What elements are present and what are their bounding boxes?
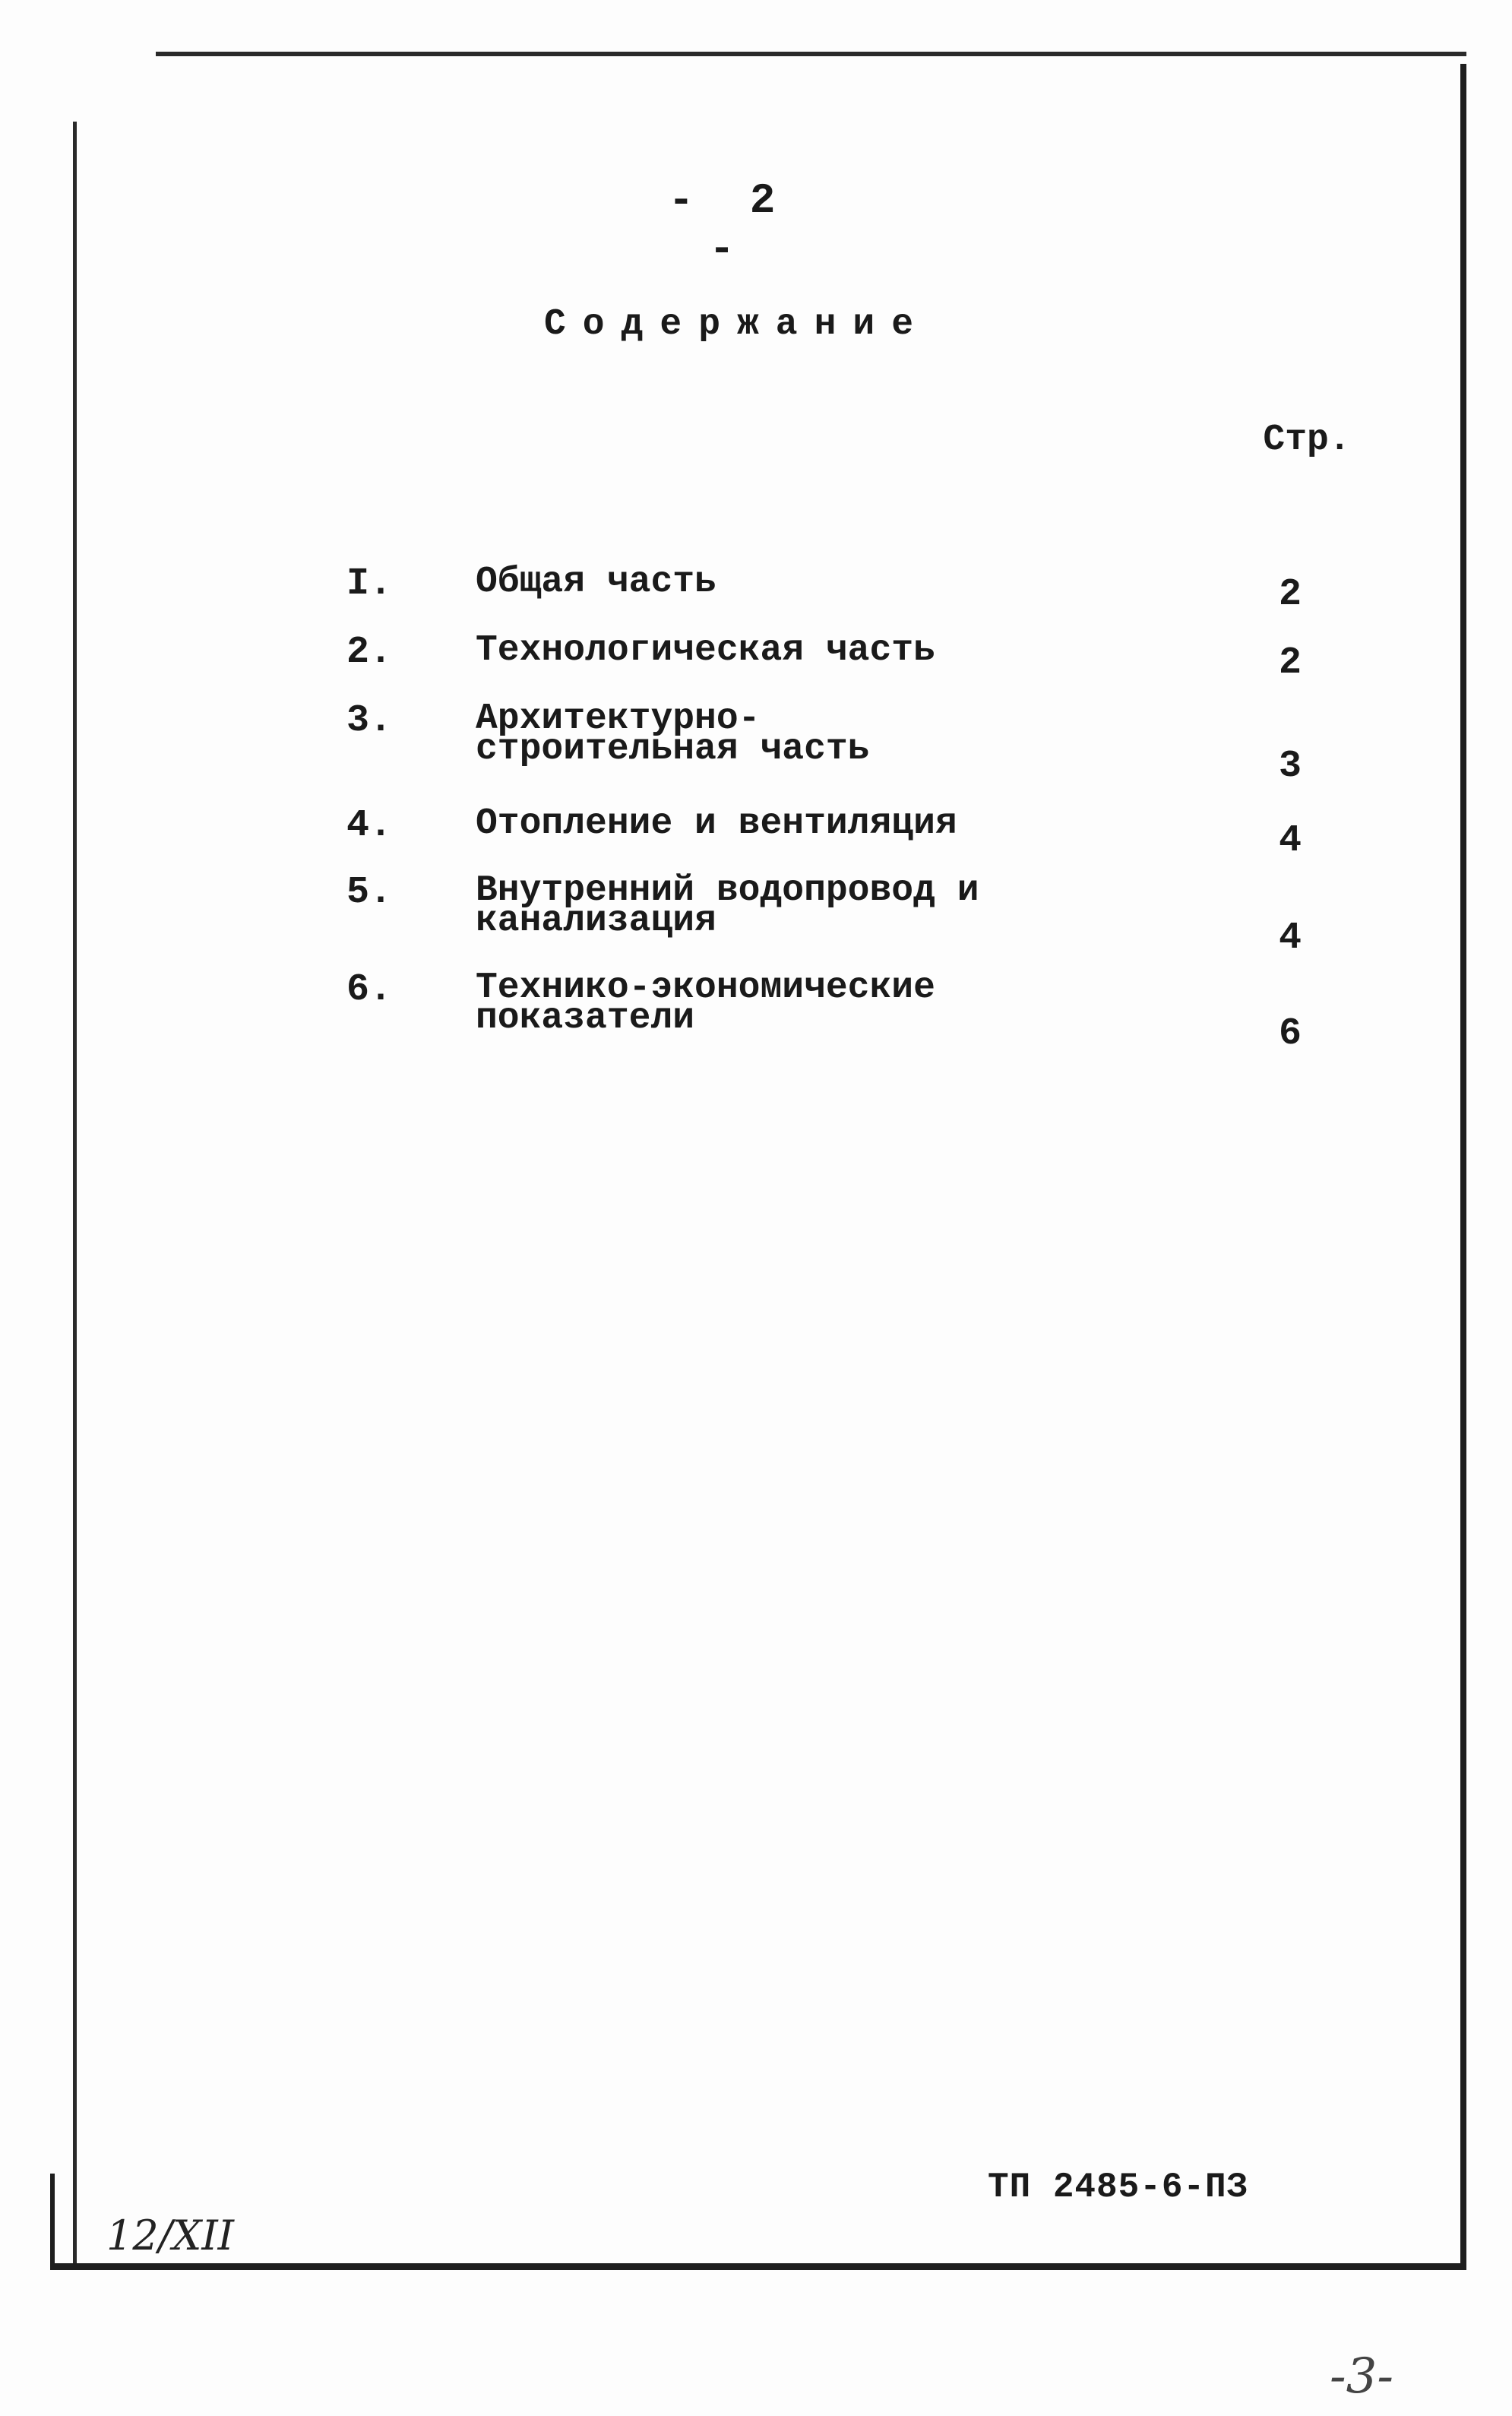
toc-item-page: 4 <box>1278 819 1302 863</box>
page-column-header: Стр. <box>1263 420 1351 461</box>
frame-left-lower-border <box>50 2174 55 2265</box>
page-number: - 2 - <box>668 176 791 274</box>
toc-item-number: I. <box>346 562 393 606</box>
toc-item-number: 5. <box>346 871 393 914</box>
frame-top-border <box>156 52 1466 56</box>
page-title: Содержание <box>543 304 931 345</box>
toc-item-title: Внутренний водопровод и канализация <box>476 870 979 942</box>
toc-item-number: 4. <box>346 804 393 847</box>
handwritten-date: 12/XII <box>106 2212 235 2259</box>
toc-item-title: Общая часть <box>476 562 716 603</box>
toc-item-page: 3 <box>1278 745 1302 788</box>
toc-item-number: 2. <box>346 631 393 674</box>
frame-left-border <box>73 122 77 2265</box>
frame-right-border <box>1460 64 1466 2268</box>
toc-item-number: 6. <box>346 968 393 1012</box>
toc-item-title: Технико-экономические показатели <box>476 967 935 1039</box>
corner-page-number: -3- <box>1330 2348 1393 2405</box>
toc-item-page: 6 <box>1278 1012 1302 1056</box>
frame-bottom-border <box>50 2263 1466 2270</box>
toc-item-title: Отопление и вентиляция <box>476 803 957 844</box>
document-code: ТП 2485-6-ПЗ <box>988 2167 1249 2207</box>
toc-item-page: 2 <box>1278 573 1302 616</box>
toc-item-title: Архитектурно-строительная часть <box>476 698 870 770</box>
toc-item-title: Технологическая часть <box>476 630 935 671</box>
toc-item-page: 2 <box>1278 641 1302 685</box>
toc-item-number: 3. <box>346 699 393 743</box>
toc-item-page: 4 <box>1278 917 1302 960</box>
